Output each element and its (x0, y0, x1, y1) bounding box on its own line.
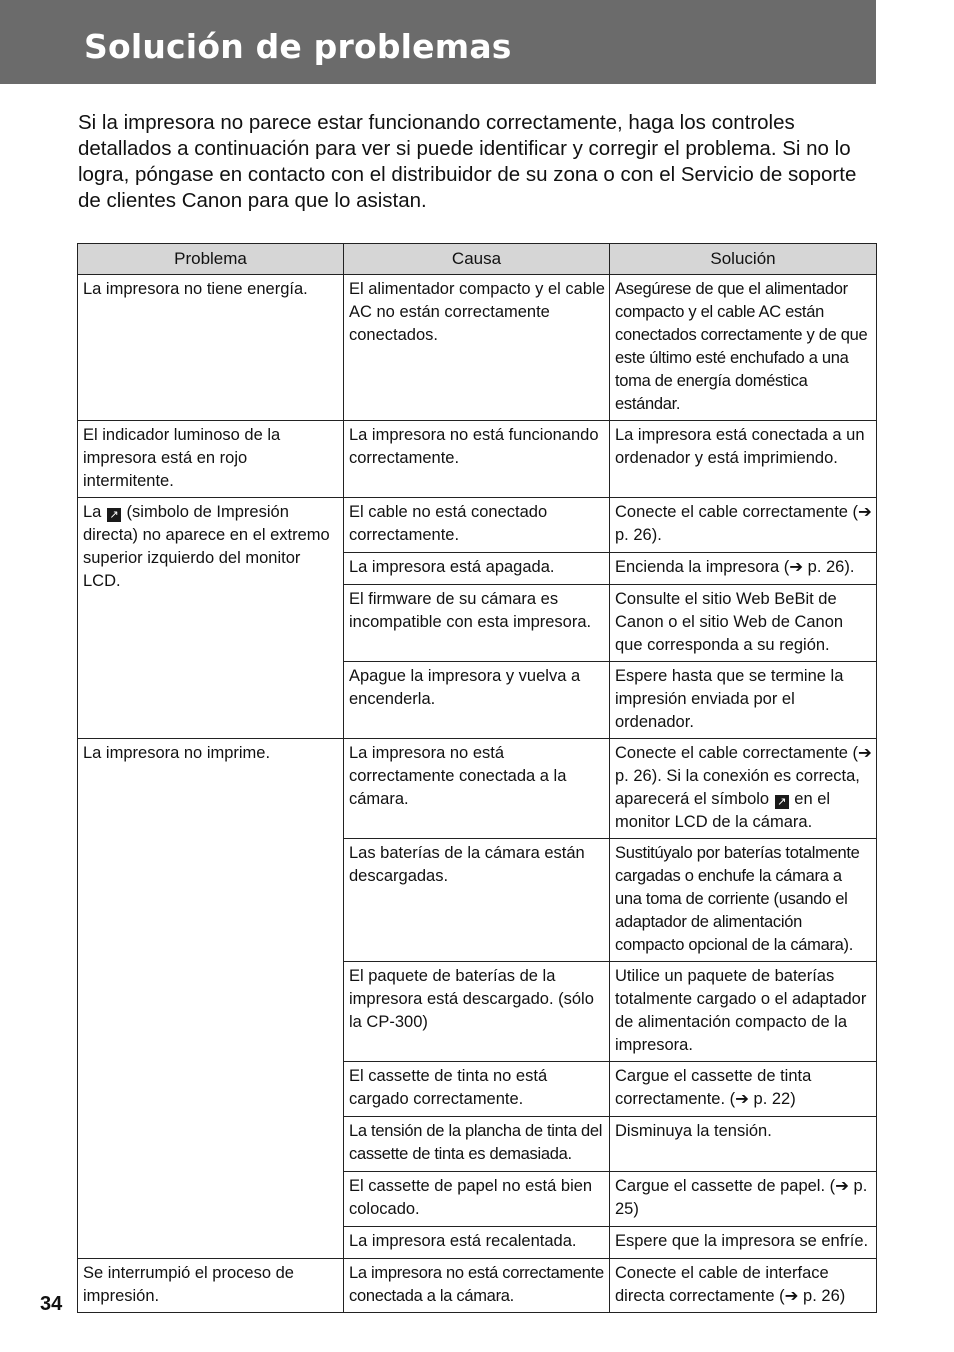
table-row (78, 739, 877, 839)
cause-cell: El firmware de su cámara es incompatible con esta impresora. (344, 585, 610, 662)
solution-cell: Utilice un paquete de baterías totalmente cargado o el adaptador de alimentación compacto de la impresora. (610, 962, 877, 1062)
page-number: 34 (40, 1293, 63, 1315)
cause-cell: El alimentador compacto y el cable AC no están correctamente conectados. (344, 275, 610, 421)
cause-cell: La impresora no está funcionando correctamente. (344, 421, 610, 498)
solution-cell (610, 739, 877, 839)
direct-print-icon: ↗ (775, 795, 789, 809)
solution-cell: Cargue el cassette de tinta correctamente. (➔ p. 22) (610, 1062, 877, 1117)
solution-text-after: en el monitor LCD de la cámara. (615, 790, 831, 831)
table-row (78, 275, 877, 421)
solution-cell: Cargue el cassette de papel. (➔ p. 25) (610, 1172, 877, 1227)
solution-cell: Espere hasta que se termine la impresión enviada por el ordenador. (610, 662, 877, 739)
cause-cell: El cable no está conectado correctamente. (344, 498, 610, 553)
troubleshooting-table (77, 243, 877, 1313)
solution-cell: Consulte el sitio Web BeBit de Canon o el sitio Web de Canon que corresponda a su región. (610, 585, 877, 662)
cause-cell: La impresora está recalentada. (344, 1227, 610, 1259)
table-row (78, 421, 877, 498)
solution-cell: La impresora está conectada a un ordenador y está imprimiendo. (610, 421, 877, 498)
problem-text-before: La (83, 503, 102, 521)
problem-cell: La impresora no tiene energía. (78, 275, 344, 421)
solution-cell: Espere que la impresora se enfríe. (610, 1227, 877, 1259)
intro-paragraph: Si la impresora no parece estar funcionando correctamente, haga los controles detallados a continuación para ver si puede identificar y corregir el problema. Si no lo logra, póngase en contacto con el distribuidor de su zona o con el Servicio de soporte de clientes Canon para que lo asistan. (78, 111, 857, 212)
header-bar (0, 0, 876, 84)
cause-cell: La tensión de la plancha de tinta del cassette de tinta es demasiada. (344, 1117, 610, 1172)
cause-cell: El cassette de papel no está bien colocado. (344, 1172, 610, 1227)
cause-cell: La impresora está apagada. (344, 553, 610, 585)
cause-cell: Las baterías de la cámara están descargadas. (344, 839, 610, 962)
solution-cell: Encienda la impresora (➔ p. 26). (610, 553, 877, 585)
direct-print-icon: ↗ (107, 508, 121, 522)
cause-cell: Apague la impresora y vuelva a encenderla. (344, 662, 610, 739)
solution-cell: Asegúrese de que el alimentador compacto y el cable AC están conectados correctamente y de que este último esté enchufado a una toma de energía doméstica estándar. (610, 275, 877, 421)
solution-text-before: Conecte el cable correctamente (➔ p. 26). Si la conexión es correcta, aparecerá el símbolo (615, 744, 872, 808)
problem-cell (78, 498, 344, 739)
table-header-row (78, 244, 877, 275)
solution-cell: Sustitúyalo por baterías totalmente cargadas o enchufe la cámara a una toma de corriente (usando el adaptador de alimentación compacto opcional de la cámara). (610, 839, 877, 962)
cause-cell: La impresora no está correctamente conectada a la cámara. (344, 739, 610, 839)
problem-text-after: (simbolo de Impresión directa) no aparece en el extremo superior izquierdo del monitor LCD. (83, 503, 330, 590)
cause-cell: El paquete de baterías de la impresora está descargado. (sólo la CP-300) (344, 962, 610, 1062)
header-problem: Problema (78, 244, 344, 275)
solution-cell: Conecte el cable de interface directa correctamente (➔ p. 26) (610, 1259, 877, 1313)
header-cause: Causa (344, 244, 610, 275)
solution-cell: Disminuya la tensión. (610, 1117, 877, 1172)
cause-cell: La impresora no está correctamente conectada a la cámara. (344, 1259, 610, 1313)
cause-cell: El cassette de tinta no está cargado correctamente. (344, 1062, 610, 1117)
header-solution: Solución (610, 244, 877, 275)
page-title: Solución de problemas (84, 27, 512, 66)
table-row (78, 498, 877, 553)
problem-cell: La impresora no imprime. (78, 739, 344, 1259)
problem-cell: Se interrumpió el proceso de impresión. (78, 1259, 344, 1313)
solution-cell: Conecte el cable correctamente (➔ p. 26). (610, 498, 877, 553)
problem-cell: El indicador luminoso de la impresora está en rojo intermitente. (78, 421, 344, 498)
table-row (78, 1259, 877, 1313)
